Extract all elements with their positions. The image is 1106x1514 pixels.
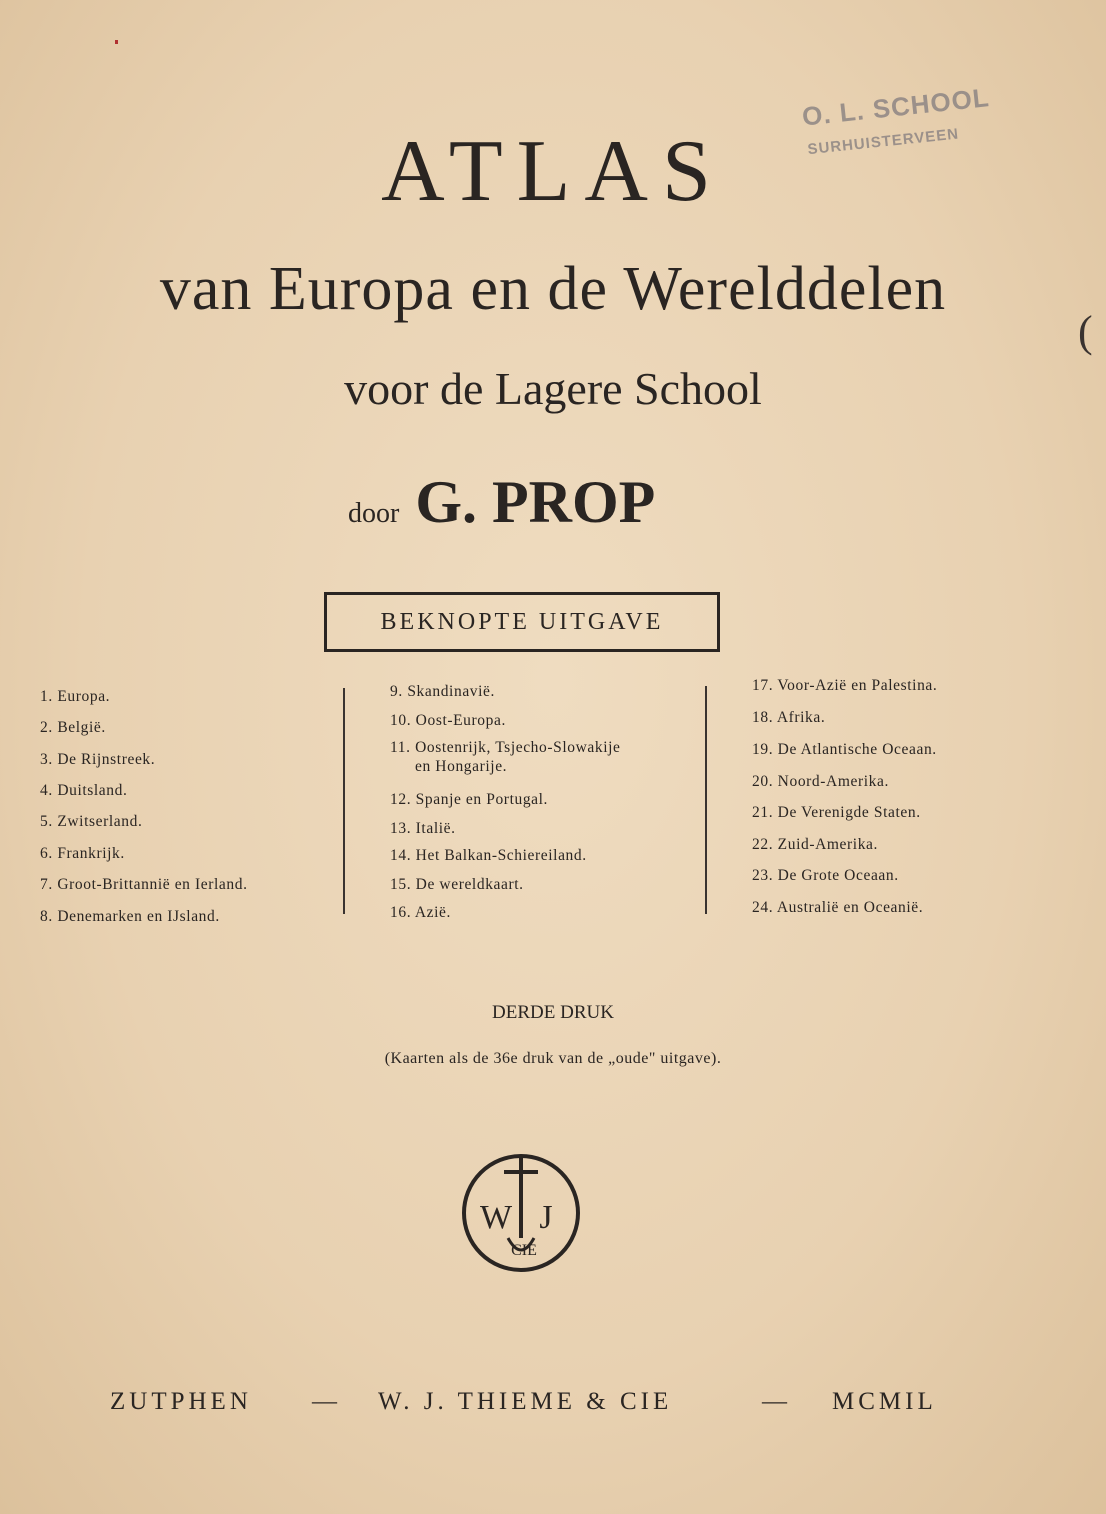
contents-item [390,712,506,731]
ink-speck [115,40,118,44]
contents-item-number: 16. [390,904,412,921]
author-name: G. PROP [415,469,656,535]
contents-item-number: 10. [390,712,412,729]
contents-item [390,683,495,702]
edition-note: (Kaarten als de 36e druk van de „oude" uitgave). [384,1050,722,1067]
contents-item [752,741,937,760]
contents-item-number: 9. [390,683,403,700]
imprint-city: ZUTPHEN [110,1388,252,1415]
contents-item-number: 3. [40,751,53,768]
contents-item [752,836,878,855]
contents-item-number: 20. [752,773,774,790]
contents-item-title: België. [57,719,106,736]
contents-item-number: 12. [390,791,412,808]
contents-item [752,804,921,823]
contents-item-title: De Atlantische Oceaan. [777,741,937,758]
author-prefix: door [348,498,400,529]
contents-item-number: 13. [390,820,412,837]
contents-item [390,791,548,810]
contents-item [752,773,889,792]
contents-item-title: De Grote Oceaan. [777,867,899,884]
contents-item-title: Australië en Oceanië. [776,899,924,916]
contents-item-number: 15. [390,876,412,893]
subtitle: van Europa en de Werelddelen [159,255,947,323]
contents-item-number: 11. [390,739,411,756]
page-title: ATLAS [381,123,725,220]
contents-item-title: Noord-Amerika. [777,773,889,790]
contents-item-title: De Rijnstreek. [57,751,156,768]
contents-item [390,876,524,895]
contents-item-number: 4. [40,782,53,799]
contents-item-title: Zuid-Amerika. [777,836,879,853]
margin-mark: ( [1078,307,1093,356]
contents-item-number: 22. [752,836,774,853]
contents-item-number: 21. [752,804,774,821]
contents-item-title: Spanje en Portugal. [415,791,549,808]
contents-item-title: Het Balkan-Schiereiland. [415,847,587,864]
contents-item [40,845,125,864]
contents-item [752,677,937,696]
contents-item [390,904,451,923]
contents-item-title: Skandinavië. [407,683,496,700]
imprint-publisher: W. J. THIEME & CIE [378,1388,673,1415]
contents-item-title: Europa. [57,688,111,705]
contents-item-number: 19. [752,741,774,758]
edition-number: DERDE DRUK [492,1002,614,1023]
column-divider [705,686,707,914]
contents-item [390,739,621,776]
contents-item [40,813,142,832]
column-divider [343,688,345,914]
contents-item [40,876,248,895]
logo-letter-left: W [479,1199,513,1236]
contents-item [40,751,155,770]
contents-item-title: Voor-Azië en Palestina. [777,677,938,694]
contents-item-number: 6. [40,845,53,862]
contents-item [390,847,587,866]
contents-item-title: Oost-Europa. [415,712,506,729]
contents-item-number: 18. [752,709,774,726]
contents-item-title: Zwitserland. [57,813,143,830]
contents-item [752,899,923,918]
contents-item [40,782,127,801]
contents-item [40,908,220,927]
contents-item-number: 7. [40,876,53,893]
contents-item-number: 5. [40,813,53,830]
contents-item [752,709,825,728]
imprint-dash: — [762,1388,791,1415]
subtitle-school: voor de Lagere School [344,363,762,414]
contents-item [390,820,456,839]
contents-item-title: De Verenigde Staten. [777,804,921,821]
logo-text-bottom: CIE [511,1242,537,1259]
contents-item-continuation: en Hongarije. [415,757,508,775]
contents-item [752,867,899,886]
contents-item-title: Afrika. [776,709,826,726]
contents-item [40,688,110,707]
edition-label: BEKNOPTE UITGAVE [324,592,720,652]
stamp-line-2: SURHUISTERVEEN [806,125,960,159]
imprint-dash: — [312,1388,341,1415]
author-line [348,469,656,535]
contents-item-number: 23. [752,867,774,884]
contents-item-title: Groot-Brittannië en Ierland. [57,876,248,893]
stamp-line-1: O. L. SCHOOL [800,82,991,132]
contents-item-number: 8. [40,908,53,925]
contents-item-number: 1. [40,688,53,705]
contents-item-number: 2. [40,719,53,736]
contents-item-number: 14. [390,847,412,864]
contents-item-title: Azië. [414,904,451,921]
contents-item-number: 24. [752,899,774,916]
contents-item-title: Denemarken en IJsland. [57,908,220,925]
contents-item-title: Duitsland. [57,782,128,799]
contents-item-title: Frankrijk. [57,845,125,862]
contents-item [40,719,106,738]
logo-letter-right: J [539,1199,553,1236]
contents-item-title: Italië. [415,820,456,837]
contents-item-title: Oostenrijk, Tsjecho-Slowakije [415,739,621,756]
imprint-year: MCMIL [832,1388,937,1415]
publisher-logo [460,1152,582,1274]
contents-item-title: De wereldkaart. [415,876,524,893]
contents-item-number: 17. [752,677,774,694]
